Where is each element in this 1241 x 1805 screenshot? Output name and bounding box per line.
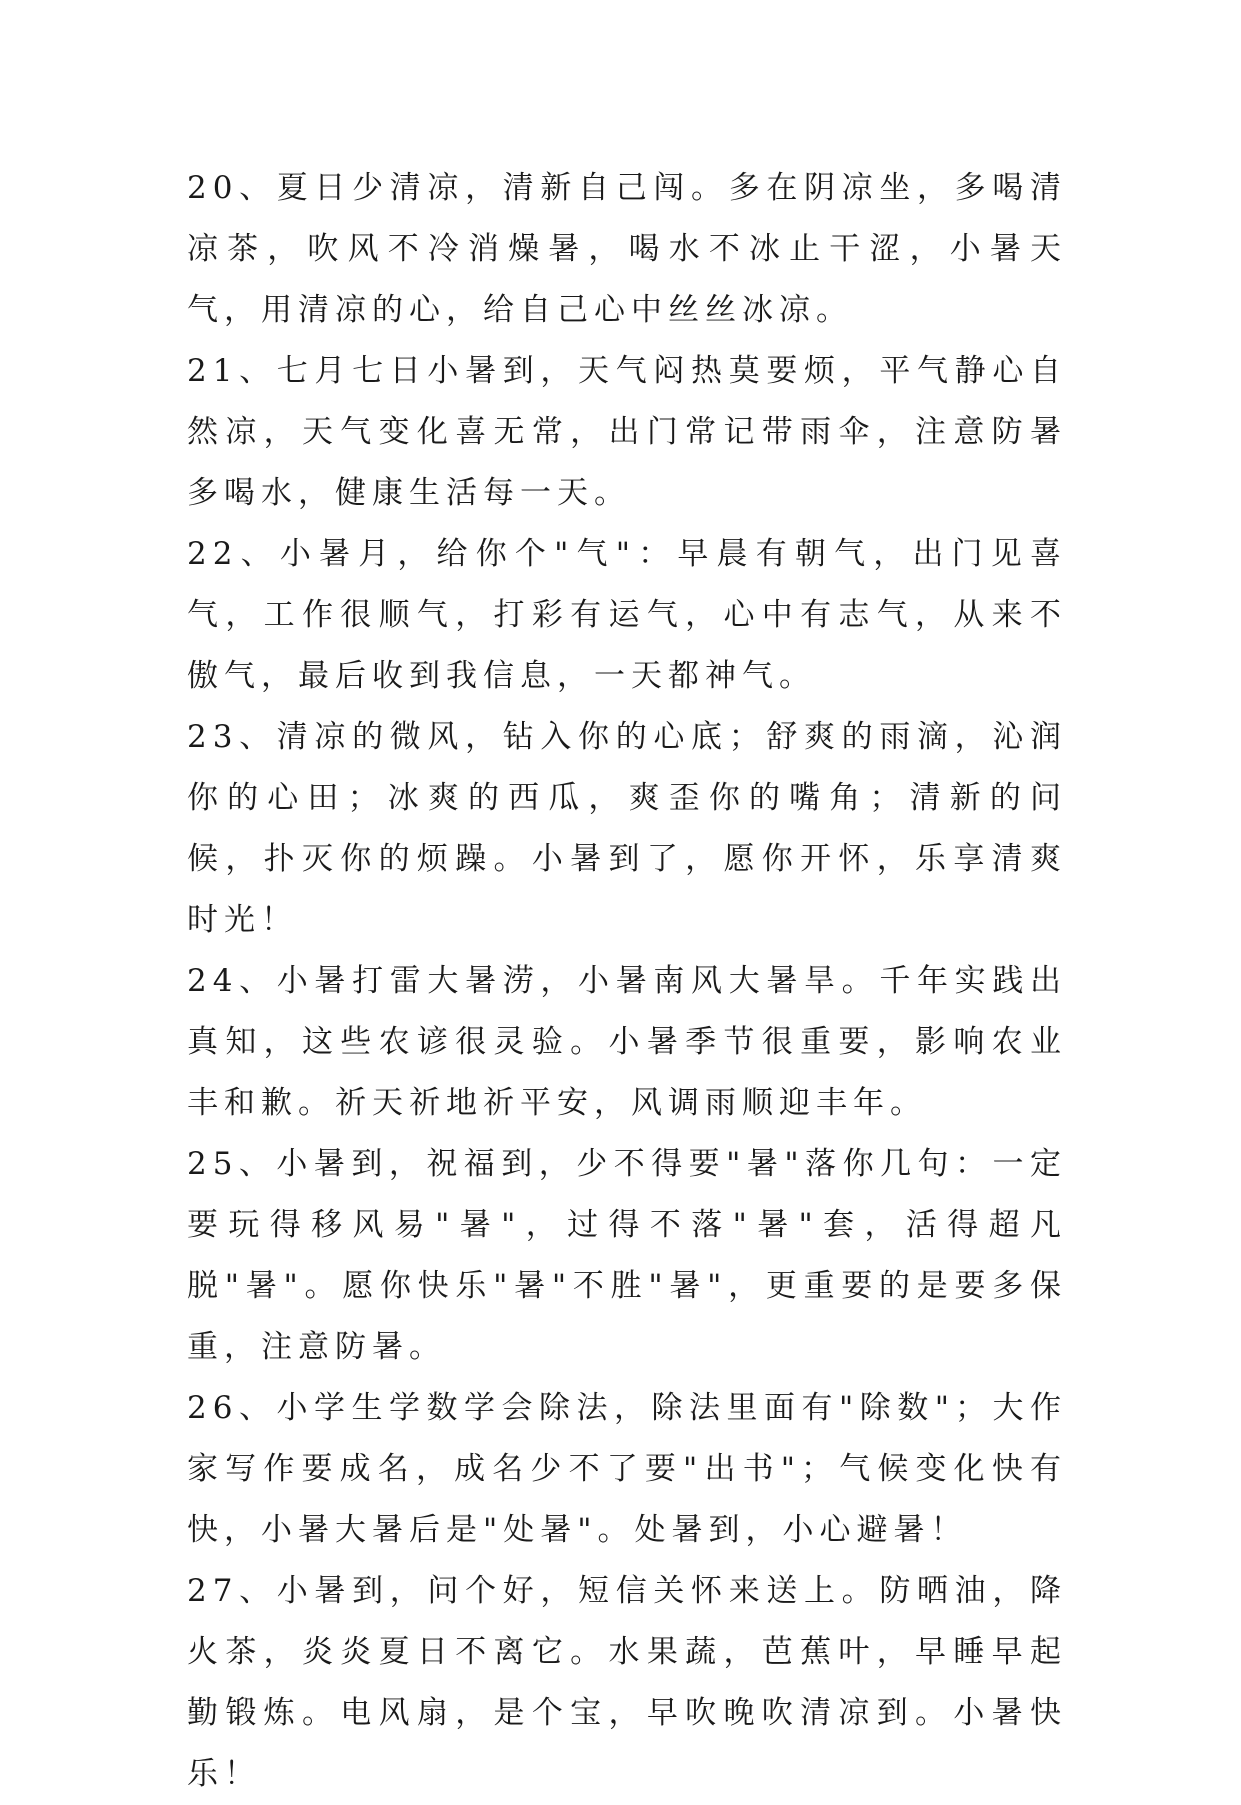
paragraph-24: 24、小暑打雷大暑涝，小暑南风大暑旱。千年实践出真知，这些农谚很灵验。小暑季节很重要，影响农业丰和歉。祈天祈地祈平安，风调雨顺迎丰年。 [187,963,1067,1121]
paragraph-26: 26、小学生学数学会除法，除法里面有"除数"；大作家写作要成名，成名少不了要"出书"；气候变化快有快，小暑大暑后是"处暑"。处暑到，小心避暑！ [187,1390,1067,1548]
paragraph-27: 27、小暑到，问个好，短信关怀来送上。防晒油，降火茶，炎炎夏日不离它。水果蔬，芭蕉叶，早睡早起勤锻炼。电风扇，是个宝，早吹晚吹清凉到。小暑快乐！ [187,1573,1067,1792]
document-page [187,158,1067,1805]
paragraph-20: 20、夏日少清凉，清新自己闯。多在阴凉坐，多喝清凉茶，吹风不冷消燥暑，喝水不冰止干涩，小暑天气，用清凉的心，给自己心中丝丝冰凉。 [187,170,1067,328]
paragraph-25: 25、小暑到，祝福到，少不得要"暑"落你几句：一定要玩得移风易"暑"，过得不落"暑"套，活得超凡脱"暑"。愿你快乐"暑"不胜"暑"，更重要的是要多保重，注意防暑。 [187,1146,1067,1365]
paragraph-22: 22、小暑月，给你个"气"：早晨有朝气，出门见喜气，工作很顺气，打彩有运气，心中有志气，从来不傲气，最后收到我信息，一天都神气。 [187,536,1067,694]
paragraph-21: 21、七月七日小暑到，天气闷热莫要烦，平气静心自然凉，天气变化喜无常，出门常记带雨伞，注意防暑多喝水，健康生活每一天。 [187,353,1067,511]
paragraph-23: 23、清凉的微风，钻入你的心底；舒爽的雨滴，沁润你的心田；冰爽的西瓜，爽歪你的嘴角；清新的问候，扑灭你的烦躁。小暑到了，愿你开怀，乐享清爽时光！ [187,719,1067,938]
